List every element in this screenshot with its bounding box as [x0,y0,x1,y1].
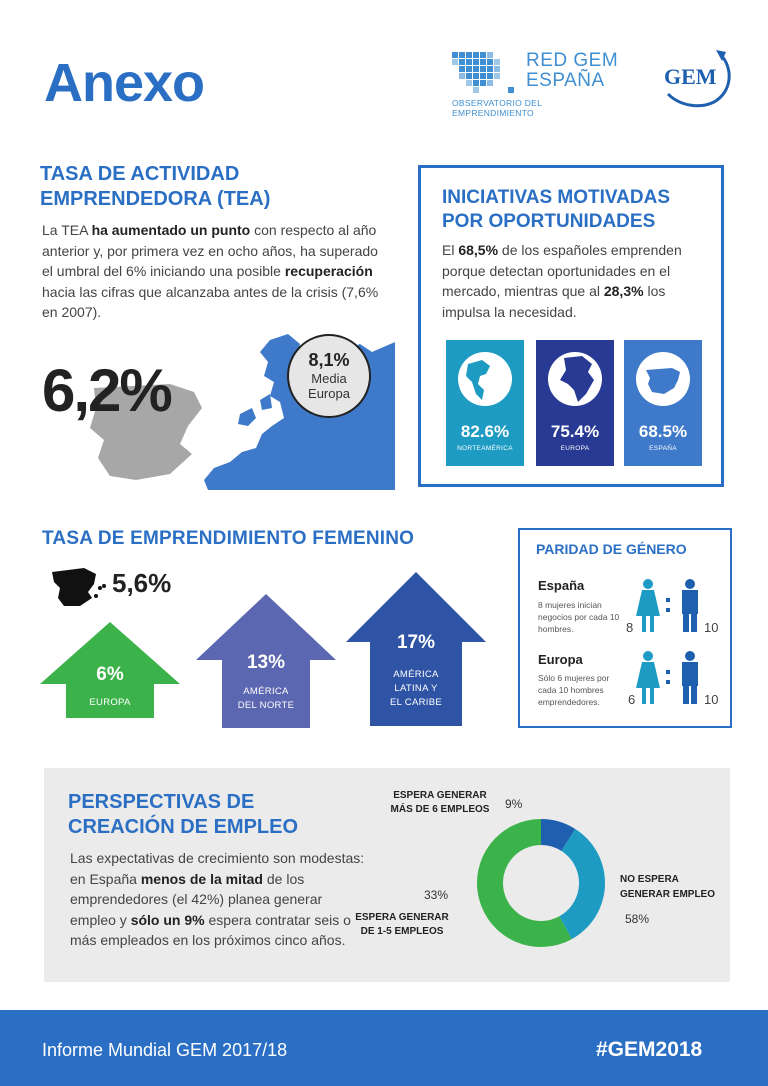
femenino-spain-value: 5,6% [112,568,172,598]
tile-norteamerica [446,340,524,466]
donut-value-1-5: 33% [424,888,449,902]
per-text-1: Las expectativas de crecimiento son modestas: en España [70,850,365,887]
tile-espana [624,340,702,466]
paridad-europe-name: Europa [538,652,583,667]
arrow-europa-value: 6% [96,664,124,685]
ini-text-bold-1: 68,5% [458,242,499,258]
arrow-america-norte-label-1: AMÉRICA [243,686,289,697]
tile-europa-label: EUROPA [560,445,590,452]
arrow-america-latina-value: 17% [396,632,436,653]
gem-logo [660,46,734,110]
ini-text-bold-2: 28,3% [603,283,644,299]
tile-espana-label: ESPAÑA [649,445,677,452]
paridad-spain-desc: 8 mujeres inician negocios por cada 10 hombres. [538,600,620,634]
donut-label-1-5-line1: ESPERA GENERAR [355,912,449,923]
donut-label-mas-6-line2: MÁS DE 6 EMPLEOS [390,804,490,815]
spain-map-icon [634,350,692,408]
femenino-heading: TASA DE EMPRENDIMIENTO FEMENINO [42,528,415,549]
arrow-america-norte-value: 13% [246,652,286,673]
donut-label-1-5-line2: DE 1-5 EMPLEOS [360,926,444,937]
pixel-grid-logo-icon [452,52,516,98]
arrow-europa [40,622,180,718]
gem-logo-text: GEM [664,64,717,89]
donut-label-mas-6 [384,789,496,817]
arrow-america-latina-label-2: LATINA Y [394,683,438,694]
europe-average-value: 8,1% [308,350,350,370]
per-text-bold-1: menos de la mitad [140,870,263,887]
iniciativas-heading-line2: POR OPORTUNIDADES [442,211,656,232]
tile-norteamerica-label: NORTEAMÉRICA [457,445,513,452]
donut-slice-1-5 [559,829,605,939]
tea-heading-line2: EMPRENDEDORA (TEA) [40,188,271,210]
paridad-spain-men: 10 [704,620,719,635]
red-gem-logo-line2: ESPAÑA [526,70,605,91]
donut-label-mas-6-line1: ESPERA GENERAR [393,790,487,801]
tile-espana-value: 68.5% [638,422,688,441]
globe-americas-icon [456,350,514,408]
iniciativas-heading-line1: INICIATIVAS MOTIVADAS [442,187,670,208]
page-title: Anexo [44,53,205,113]
arrow-america-latina [346,572,486,726]
tea-spain-value: 6,2% [42,357,171,424]
tile-europa [536,340,614,466]
tea-text-bold-1: ha aumentado un punto [91,222,251,238]
donut-value-no-empleo: 58% [625,912,650,926]
paridad-europe-women: 6 [628,692,636,707]
europe-average-badge [287,334,371,418]
red-gem-logo-line3: OBSERVATORIO DEL EMPRENDIMIENTO [452,98,542,118]
globe-europe-icon [546,350,604,408]
per-text-3: espera contratar seis o más empleados en los próximos cinco años. [70,911,351,948]
footer-hashtag: #GEM2018 [596,1038,703,1061]
paridad-europe-men: 10 [704,692,719,707]
tea-text-3: hacia las cifras que alcanzaba antes de la crisis (7,6% en 2007). [42,283,379,320]
arrow-america-latina-label-3: EL CARIBE [390,697,442,708]
donut-label-no-empleo-line2: GENERAR EMPLEO [620,889,716,900]
woman-man-icon [636,578,708,634]
tile-europa-value: 75.4% [550,422,600,441]
perspectivas-heading-line1: PERSPECTIVAS DE [68,791,255,813]
paridad-spain-women: 8 [626,620,634,635]
red-gem-espana-logo [452,50,622,118]
arrow-america-norte [196,594,336,728]
arrow-europa-label: EUROPA [89,697,131,708]
paridad-spain-name: España [538,578,585,593]
tea-text-bold-2: recuperación [284,263,373,279]
tea-heading-line1: TASA DE ACTIVIDAD [40,163,240,185]
europe-average-label-2: Europa [308,386,350,401]
donut-value-mas-6: 9% [505,797,523,811]
tile-norteamerica-value: 82.6% [460,422,510,441]
perspectivas-heading [68,790,358,840]
europe-average-label-1: Media [311,371,347,386]
paridad-heading: PARIDAD DE GÉNERO [536,541,687,557]
iniciativas-heading [442,186,712,234]
ini-text-1: El [442,242,459,258]
per-text-bold-2: sólo un 9% [130,911,205,928]
paridad-europe-desc: Sólo 6 mujeres por cada 10 hombres emprendedores. [538,673,610,707]
perspectivas-paragraph [70,848,370,951]
tea-heading [40,162,370,212]
tea-text-1: La TEA [42,222,92,238]
ini-text-3: los impulsa la necesidad. [442,283,666,320]
donut-label-no-empleo [620,872,715,902]
iniciativas-paragraph [442,240,712,322]
spain-black-map-icon [50,566,112,608]
tea-text-2: con respecto al año anterior y, por primera vez en ocho años, ha superado el umbral del 6% iniciando una posible [42,222,378,279]
tea-paragraph [42,220,387,323]
ini-text-2: de los españoles emprenden porque detectan oportunidades en el mercado, mientras que al [442,242,682,299]
arrow-america-latina-label-1: AMÉRICA [393,669,439,680]
employment-donut-chart [474,816,608,950]
arrow-america-norte-label-2: DEL NORTE [237,700,295,711]
per-text-2: de los emprendedores (el 42%) planea generar empleo y [70,870,323,928]
donut-label-no-empleo-line1: NO ESPERA [620,874,679,885]
red-gem-logo-line1: RED GEM [526,50,619,71]
perspectivas-heading-line2: CREACIÓN DE EMPLEO [68,816,299,838]
footer-report-title: Informe Mundial GEM 2017/18 [42,1040,288,1060]
donut-label-1-5 [352,911,452,939]
woman-man-icon [636,650,708,706]
